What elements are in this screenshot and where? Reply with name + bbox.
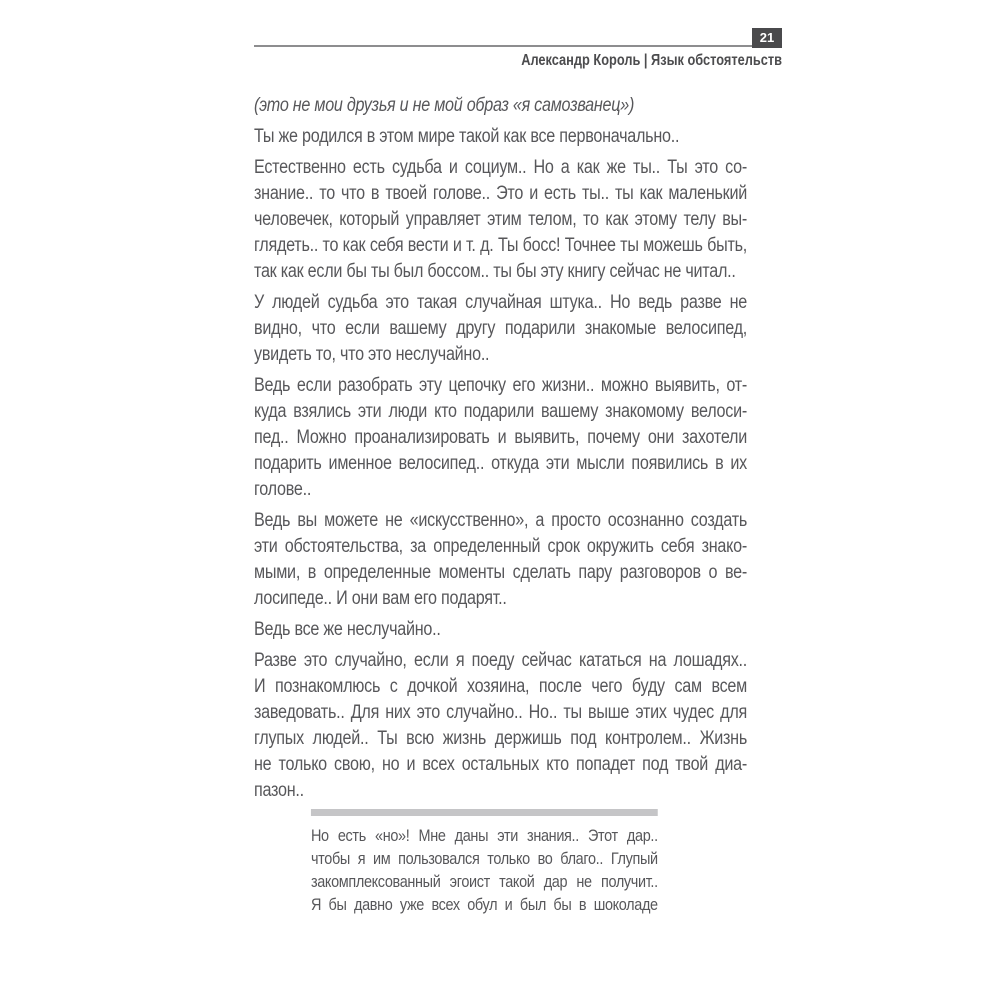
running-header	[456, 50, 782, 72]
paragraph	[254, 508, 747, 612]
page-number: 21	[759, 30, 775, 45]
text-line: пазон..	[254, 780, 304, 801]
text-line: знание.. то что в твоей голове.. Это и есть ты.. ты как маленький	[254, 183, 747, 204]
text-line: И познакомлюсь с дочкой хозяина, после чего буду сам всем	[254, 676, 747, 697]
intro-note: (это не мои друзья и не мой образ «я самозванец»)	[254, 95, 635, 116]
blockquote	[311, 809, 658, 916]
text-line: Ведь если разобрать эту цепочку его жизни.. можно выявить, от-	[254, 375, 747, 396]
text-line: не только свою, но и всех остальных кто попадет под твой диа-	[254, 754, 747, 775]
quote-lines	[311, 824, 658, 916]
text-line: Ведь все же неслучайно..	[254, 619, 441, 640]
running-header-text: Александр Король | Язык обстоятельств	[521, 52, 782, 69]
quote-line: закомплексованный эгоист такой дар не получит..	[310, 872, 658, 891]
paragraphs	[254, 124, 747, 804]
header-rule	[254, 45, 752, 47]
quote-bar	[311, 809, 658, 816]
paragraph	[254, 373, 747, 503]
text-column	[254, 93, 747, 916]
text-line: глупых людей.. Ты всю жизнь держишь под контролем.. Жизнь	[254, 728, 747, 749]
text-line: Ты же родился в этом мире такой как все первоначально..	[254, 126, 680, 147]
paragraph	[254, 155, 747, 285]
paragraph	[254, 124, 747, 150]
paragraph	[254, 648, 747, 804]
text-line: Ведь вы можете не «искусственно», а просто осознанно создать	[254, 510, 747, 531]
text-line: куда взялись эти люди кто подарили вашему знакомому велоси-	[254, 401, 747, 422]
text-line: Разве это случайно, если я поеду сейчас кататься на лошадях..	[254, 650, 747, 671]
paragraph	[254, 617, 747, 643]
text-line: лосипеде.. И они вам его подарят..	[254, 588, 507, 609]
text-line: мыми, в определенные моменты сделать пару разговоров о ве-	[254, 562, 747, 583]
quote-line: чтобы я им пользовался только во благо.. Глупый	[310, 849, 658, 868]
text-line: заведовать.. Для них это случайно.. Но.. ты выше этих чудес для	[254, 702, 747, 723]
text-line: голове..	[254, 479, 312, 500]
text-line: человечек, который управляет этим телом, то как этому телу вы-	[254, 209, 747, 230]
text-line: увидеть то, что это неслучайно..	[254, 344, 490, 365]
text-line: подарить именное велосипед.. откуда эти мысли появились в их	[254, 453, 747, 474]
text-line: видно, что если вашему другу подарили знакомые велосипед,	[254, 318, 747, 339]
paragraph	[254, 290, 747, 368]
text-line: эти обстоятельства, за определенный срок окружить себя знако-	[254, 536, 747, 557]
text-line: пед.. Можно проанализировать и выявить, почему они захотели	[254, 427, 747, 448]
quote-line: Я бы давно уже всех обул и был бы в шоколаде	[310, 895, 658, 914]
quote-line: Но есть «но»! Мне даны эти знания.. Этот дар..	[310, 826, 658, 845]
page-number-badge	[752, 28, 782, 48]
text-line: У людей судьба это такая случайная штука.. Но ведь разве не	[254, 292, 747, 313]
text-line: глядеть.. то как себя вести и т. д. Ты босс! Точнее ты можешь быть,	[254, 235, 747, 256]
text-line: так как если бы ты был боссом.. ты бы эту книгу сейчас не читал..	[254, 261, 736, 282]
text-line: Естественно есть судьба и социум.. Но а как же ты.. Ты это со-	[254, 157, 747, 178]
